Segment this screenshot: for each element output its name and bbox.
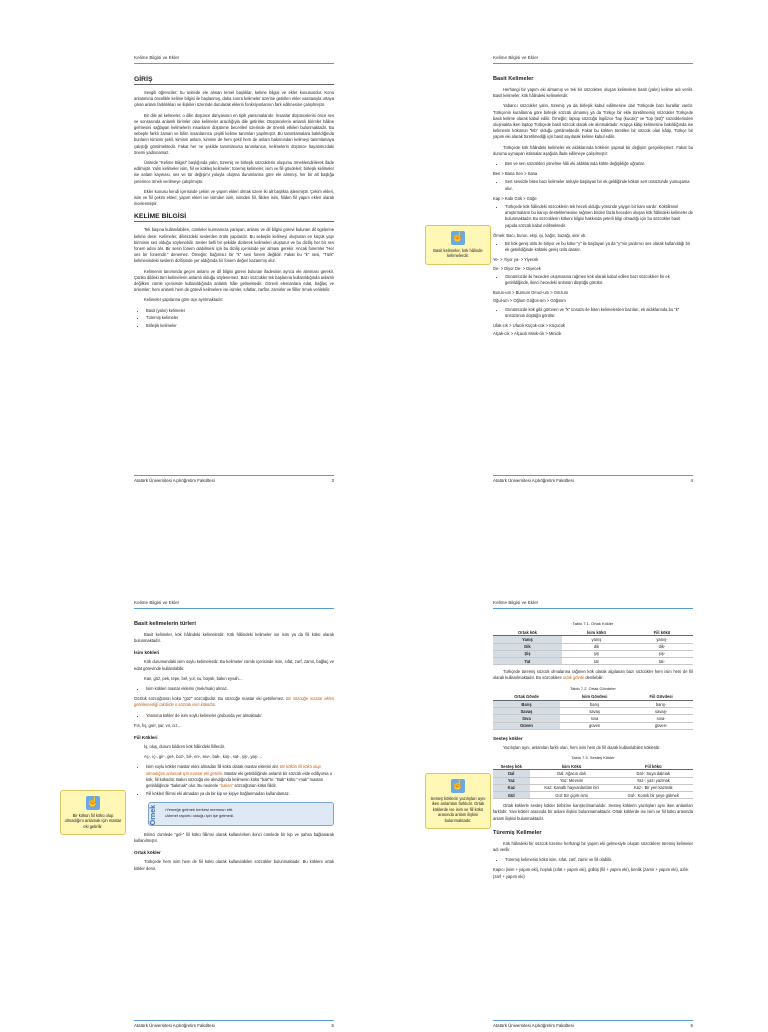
table-cell: Dal-: Suya dalmak <box>614 770 693 777</box>
highlight-text: ortak gövde <box>562 675 585 681</box>
paragraph: Ünitede "Kelime Bilgisi" başlığında yalın, türemiş ve birleşik sözcüklerin oluşumu örneklendirilerek ifade edilmiştir. Yalın kelimeler isim, fiil ve kökleş kelimeler; türemiş kelimeler, isim ve fiil gövdeleri; birleşik kelimeler ise anlam kayması, ses ve tür değişimi yoluyla oluşma durumlarına göre ele alınmış, her bir alt başlığa yeterince örnek verilmeye çalışılmıştır. <box>134 160 334 184</box>
table-cell: Kaz: Kanatlı hayvanlardan biri <box>530 784 614 791</box>
table-sestes-kokler <box>493 763 693 799</box>
paragraph: Kelimenin tanımında geçen anlamı ve dil bilgisi görevi bulunan ifadesinin ayrıca ele alınması gerekir. Çünkü dildeki tüm kelimelerin anlamlı olduğu söylenemez. Bazı sözcükler tek başlarına kullanıldığında anlamlı değilken cümle içerisinde kullanıldığında anlamlı hâle gelmektedir. Görevli elemanlara edat, bağlaç ve ünlemler; hem anlamlı hem de görevli kelimelere ise isimler, sıfatlar, zarflar, zamirler ve fiiller örnek verilebilir. <box>134 268 334 293</box>
page-header: Kelime Bilgisi ve Ekler <box>493 600 693 609</box>
table-cell: Kaz-: Bir yeri kazmak <box>614 784 693 791</box>
example-line: Kap > Kabı Gök > Göğe <box>493 195 537 201</box>
text-span: sözcüğünün kökü fiildir. <box>234 783 277 789</box>
text-span: Gözlük sözcüğünün kökü "göz" sözcüğüdür. Bu sözcüğe mastar eki getirilemez. <box>134 696 285 702</box>
example-line: Ye- > Yiyor ya- > Yiyecek <box>493 257 539 263</box>
table-cell: Sıva <box>493 715 560 722</box>
list-item: • İsim kökleri mastar eklerini (mek/mak) almaz. <box>146 686 334 692</box>
bullet-list <box>493 307 693 319</box>
column-header: Ortak Gövde <box>493 694 560 701</box>
highlight-text: Bir sözcüğe mastar ekleri getirilemediği takdirde o sözcük isim köküdür. <box>134 696 334 708</box>
hand-pointer-icon: ☝ <box>86 797 100 808</box>
column-header: Ortak kök <box>493 629 562 636</box>
paragraph: İş, oluş, durum bildiren kök hâlindeki fiillerdir. <box>144 744 226 750</box>
bullet-list <box>134 764 334 797</box>
page-5 <box>134 600 334 1032</box>
table-cell: Barış <box>493 701 560 708</box>
list-item: • Bir kök geniş ünlü ile bitiyor ve bu köke "y" ile başlayan ya da "y"nin yardımcı ses olarak kullanıldığı bir ek getirildiğinde kökteki geniş ünlü daralır. <box>505 241 693 253</box>
page-header: Kelime Bilgisi ve Ekler <box>493 55 693 64</box>
page-4 <box>493 55 693 487</box>
list-item: • Sert sessizle biten bazı kelimeler ünlüyle başlayan bir ek geldiğinde kökün sert ünsüzünde yumuşama olur. <box>505 179 693 191</box>
subsection-title: Ortak kökler <box>134 850 161 856</box>
paragraph: Yabancı sözcükler yalın, türemiş ya da birleşik kabul edilmesine dair Türkçede bazı kurallar vardır. Türkçenin kurallarına göre birleşik sözcük olmamış ya da Türkçe bir ekle türetilmemiş sözcükler Türkçede basit kelime olarak kabul edilir. Örneğin; laptop sözcüğü İngilizce "lap (kucak)" ve "top (üst)" sözcüklerinden oluşmakta iken laptop Türkçede basit sözcük olarak ele alınmaktadır. Arapça kâtip kelimesine bakıldığında ise kelimenin kökünün "ktb" olduğu görülmektedir. Fakat bu kökten türetilen bir sözcük olan kâtip, Türkçe bir yapım eki alarak türetilmediği için basit sayılarak kelime kabul edilir. <box>493 103 693 140</box>
paragraph: Bir dile ait kelimeler, o dilin düşünce dünyasının en tipik yansımalarıdır. İnsanlar düşüncelerini önce ses ve sonrasında anlamlı birimler olan kelimeler aracılığıyla dile getirirler. Düşüncelerin anlamlı birimler hâline gelmesini sağlayan kelimelerin insanların düşünme becerileri üzerinde de önemli etkileri bulunmaktadır. Bu sebeple farklı zaman ve bilim insanlarınca çeşitli kelime tanımları yapılmıştır. Bu tanımlamalara bakıldığında bunların kiminin şekil, kiminin anlam, kiminin de hem şekil hem de anlam bakımından kelimeyi tanımlamaya çalıştığı görülmektedir. Fakat her ne şekilde tanımlanırsa tanımlansın, kelimelerin düşünce hayatımızdaki önemi yadsınamaz. <box>134 112 334 155</box>
table-cell: Savaş <box>493 708 560 715</box>
table-cell: Yaz-: yazı yazmak <box>614 777 693 784</box>
table-cell: Kaz <box>493 784 530 791</box>
paragraph: Tek başına kullanılabilen, cümleler kurmamıza yarayan, anlamı ve dil bilgisi görevi bulunan dil ögelerine kelime denir. Kelimeler, dilimizdeki seslerden örülü yapılardır. Bu sebeple kelimeyi oluşturan en küçük yapı biriminin ses olduğu söylenebilir. Sesler belli bir şekilde dizilerek kelimeleri oluşturur ve bu diziliş her bir ses fonem adını alır. Bir sesin fonem olabilmesi için bu diziliş içerisinde yer alması gerekir. Ancak fonemler "Her ses bir fonemdir." denemez. Örneğin; bağımsız bir "k" sesi fonem değildir. Fakat bu "k" sesi, "Türk" kelimesindeki seslerin dizilişinde yer aldığında bir fonem değeri kazanmış olur. <box>134 227 334 264</box>
hand-pointer-icon: ☝ <box>451 232 465 243</box>
table-cell: Yaz: Mevsim <box>530 777 614 784</box>
table-cell: güven <box>560 722 629 729</box>
example-line: Oğul-um > Oğlum Göğüs-üm > Göğsüm <box>493 298 566 304</box>
list-item: • Fiil kökleri filimsi eki almadan ya da bir kip ve kişiye bağlanmadan kullanılamaz. <box>146 791 334 797</box>
text-span: denilebilir. <box>585 675 604 681</box>
footer-text: Atatürk Üniversitesi Açıköğretim Fakültesi <box>134 478 215 483</box>
section-title-kelime-bilgisi: KELİME BİLGİSİ <box>134 213 334 222</box>
table-cell: savaş- <box>629 708 693 715</box>
table-ortak-kokler <box>493 629 693 665</box>
paragraph: Birinci cümlede "gel-" fiil kökü fiilimsi olarak kullanılırken ikinci cümlede bir kip ve şahsa bağlanarak kullanılmıştır. <box>134 831 334 844</box>
page-footer <box>493 1020 693 1029</box>
example-line: •Yemeğe gelmek herkesi memnun etti. <box>165 806 234 812</box>
table-caption: Tablo 7.3. Sesteş Kökler <box>571 755 615 761</box>
paragraph: Türkçede kök hâlindeki kelimeler ek aldıklarında köklerin yapısal bir değişim gerçekleşmez. Fakat bu duruma uymayan istisnalar aşağıda ifade edilmeye çalışılmıştır: <box>493 144 693 156</box>
page-footer <box>134 1020 334 1029</box>
table-cell: Gül <box>493 792 530 799</box>
table-cell: barış- <box>629 701 693 708</box>
example-line: De- > Diyor De- > Diyecek <box>493 265 541 271</box>
table-cell: Dal <box>493 770 530 777</box>
page-header: Kelime Bilgisi ve Ekler <box>134 600 334 609</box>
paragraph: Basit kelimeler, kök hâlindeki kelimelerdir. Kök hâlindeki kelimeler ise isim ya da fiil kökü olarak bulunmaktadır. <box>134 632 334 644</box>
table-cell: şiş- <box>631 650 693 657</box>
page-footer <box>134 475 334 484</box>
table-cell: Güven <box>493 722 560 729</box>
callout-note <box>60 790 126 835</box>
paragraph <box>493 669 693 681</box>
example-line: Ufak-cık > Ufacık Küçük-cük > Küçücük <box>493 323 565 329</box>
paragraph: Sevgili öğrenciler; bu ünitede ele alınan temel başlıklar, kelime bilgisi ve ekler konusundur. Konu anlatımına öncelikle kelime bilgisi ile başlanmış, daha sonra kelimeler üzerine getirilen ekler vasıtasıyla ortaya çıkan anlam farklılıkları ve ilişkileri üzerinde durularak eklerin fonksiyonlarının fark edilmesine çalışılmıştır. <box>134 90 334 108</box>
section-title: Basit kelimelerin türleri <box>134 621 196 627</box>
table-row <box>493 770 693 777</box>
table-cell: Gül-: Komik bir şeye gülmek <box>614 792 693 799</box>
table-row <box>493 784 693 791</box>
callout-text: Basit kelimeler, kök hâlinde kelimelerdir. <box>433 248 483 259</box>
column-header: Fiil kökü <box>631 629 693 636</box>
table-cell: Gül: Bir çiçek ismi <box>530 792 614 799</box>
page-footer <box>493 475 693 484</box>
paragraph: Herhangi bir yapım eki almamış ve tek bir sözcükten oluşan kelimelere basit (yalın) kelime adı verilir. Basit kelimeler, kök hâlindeki kelimelerdir. <box>493 87 693 99</box>
list-item: • Türemiş kelimeler <box>146 315 334 321</box>
table-cell: dik- <box>631 643 693 650</box>
table-cell: Tat <box>493 658 562 665</box>
table-cell: güven- <box>629 722 693 729</box>
paragraph: Ekler konusu kendi içerisinde çekim ve yapım ekleri olmak üzere iki alt başlıkta işlenmiştir. Çekim ekleri, isim ve fiil çekim ekleri; yapım ekleri ise isimden isim, isimden fiil, fiilden isim, fiilden fiil yapım ekleri olarak incelenmiştir. <box>134 188 334 207</box>
paragraph <box>134 696 334 708</box>
section-title-giris: GİRİŞ <box>134 76 334 85</box>
footer-text: Atatürk Üniversitesi Açıköğretim Fakültesi <box>493 1023 574 1028</box>
column-header: Fiil Gövdesi <box>629 694 693 701</box>
example-line: Örnek: Bacı, burun, ekşi, iyi, kağın, buzağı, sinir vb. <box>493 232 587 238</box>
paragraph: Türkçede hem isim hem de fiil kökü olarak kullanılabilen sözcükler bulunmaktadır. Bu köklere ortak kökler denir. <box>134 859 334 871</box>
word-types-list <box>134 308 334 330</box>
text-span: Mastar eki getirildiğinde anlamlı bir sözcük elde ediliyorsa o kök, fiil köküdür. <box>146 770 332 782</box>
table-row <box>493 777 693 784</box>
section-title: Basit Kelimeler <box>493 76 534 82</box>
bullet-list <box>493 204 693 229</box>
example-line: Alçak-cık > Alçacık Minik-cik > Minicik <box>493 331 562 337</box>
table-cell: dik <box>562 643 631 650</box>
callout-text: Bir kökün fiil kökü olup olmadığını anlamak için mastar eki getirilir. <box>64 813 122 829</box>
page-3 <box>134 55 334 487</box>
table-row <box>493 650 693 657</box>
paragraph: Kök hâlindeki bir sözcük üzerine herhangi bir yapım eki gelmesiyle oluşan sözcüklere türemiş kelimeler adı verilir. <box>493 840 693 853</box>
column-header: İsim Kökü <box>530 763 614 770</box>
page-number: 6 <box>690 1023 693 1028</box>
list-item: • Günümüzde kök gibi görünen ve "k" ünsüzü ile biten kelimelerden bazıları, ek aldıklarında bu "k" ünsüzünün düştüğü görülür. <box>505 307 693 319</box>
table-row <box>493 701 693 708</box>
example-box <box>148 802 334 826</box>
bullet-list <box>134 713 334 719</box>
callout-note <box>425 773 491 829</box>
bullet-list <box>493 179 693 191</box>
column-header: İsim Gövdesi <box>560 694 629 701</box>
callout-note <box>425 225 491 265</box>
bullet-list <box>493 161 693 167</box>
column-header: İsim kökü <box>562 629 631 636</box>
paragraph: Kök durumundaki isim soylu kelimelerdir. Bu kelimeler cümle içerisinde isim, sıfat, zarf, zamir, bağlaç ve edat görevinde kullanılabilir. <box>134 659 334 671</box>
table-cell: yanış <box>562 636 631 643</box>
section-title: Türemiş Kelimeler <box>493 829 542 836</box>
page-number: 3 <box>331 478 334 483</box>
paragraph: Yazılışları aynı, anlamları farklı olan, hem isim hem de fiil olarak kullanılabilen köklerdir. <box>503 744 661 750</box>
table-cell: tat- <box>631 658 693 665</box>
table-cell: barış <box>560 701 629 708</box>
table-cell: Yaz <box>493 777 530 784</box>
example-line: Kapıcı (isim + yapım eki), hoşluk (sıfat + yapım eki), güllüş (fiil + yapım eki), benlik (zamir + yapım eki), azlık (zarf + yapım eki) <box>493 867 689 879</box>
bullet-list <box>134 686 334 692</box>
table-caption: Tablo 7.2. Ortak Gövdeler <box>570 685 616 691</box>
table-cell: Şiş <box>493 650 562 657</box>
table-row <box>493 722 693 729</box>
bullet-list <box>493 241 693 253</box>
example-label: Örnek <box>150 804 157 826</box>
table-cell: yanış- <box>631 636 693 643</box>
highlight-text: Bir kökün fiil kökü olup olmadığını anlamak için mastar eki getirilir. <box>146 764 321 776</box>
table-cell: tat <box>562 658 631 665</box>
example-line: Fıs, fış, gürr, şar, vır, cız… <box>134 722 182 728</box>
table-cell: savaş <box>560 708 629 715</box>
example-line: Kan, göz, pek, tepe, bel, yol, su, büyük, bakın eyvah… <box>144 675 243 681</box>
table-row <box>493 708 693 715</box>
table-ortak-govdeler <box>493 694 693 730</box>
bullet-list <box>493 857 693 863</box>
page-header: Kelime Bilgisi ve Ekler <box>134 55 334 64</box>
column-header: Fiil kökü <box>614 763 693 770</box>
list-item: • Yansıma kökler de isim soylu kelimeler grubunda yer almaktadır. <box>146 713 334 719</box>
list-item: • Türemiş kelimenin kökü isim, sıfat, zarf, zamir ve fiil olabilir. <box>505 857 693 863</box>
example-line: Aç-, iç-, gir-, gel-, boz-, bil-, en-, sev-, bak-, koş-, sat-, şiş-, yaş-… <box>144 754 263 760</box>
example-line: •Ahmet raporlu olduğu için işe gelmedi. <box>165 812 235 818</box>
list-item <box>146 764 334 789</box>
table-row <box>493 715 693 722</box>
paragraph: Kelimeler yapılarına göre üçe ayrılmaktadır: <box>144 297 224 303</box>
footer-text: Atatürk Üniversitesi Açıköğretim Fakültesi <box>493 478 574 483</box>
page-number: 5 <box>331 1023 334 1028</box>
text-span: Bakın sözcüğü ele alındığında kelimenin kökü "bak"tır. "Bak" kökü "-mak" mastarı getirildiğinde "bakmak" olur. Bu nedenle <box>146 776 324 789</box>
table-row <box>493 636 693 643</box>
page-number: 4 <box>690 478 693 483</box>
page-6 <box>493 600 693 1032</box>
table-cell: Yanış <box>493 636 562 643</box>
table-row <box>493 792 693 799</box>
table-cell: sıva- <box>629 715 693 722</box>
list-item: • Türkçede kök hâlindeki sözcüklerin tek heceli olduğu yönünde yaygın bir kanı vardır. Köktilimsel araştırmaların bu kanıyı desteklemesine rağmen birden fazla heceden oluşan kök hâlindeki kelimeler de bulunmaktadır. Bu sözcüklerin kökeni bilgisi hakkında yeterli bilgi olmadığı için bu sözcükler basit yapıda sözcük kabul edilmektedir. <box>505 204 693 229</box>
table-cell: Dal: Ağacın dalı <box>530 770 614 777</box>
hand-pointer-icon: ☝ <box>451 780 465 791</box>
text-span: Türkçede türemiş sözcük olmalarına rağmen kök olarak algılanan bazı sözcükler hem isim hem de fiil olarak kullanılmaktadır. Bu sözcüklere <box>493 669 693 681</box>
bullet-list <box>493 274 693 286</box>
table-cell: şiş <box>562 650 631 657</box>
list-item: • Günümüzde iki heceden oluşmasına rağmen kök olarak kabul edilen bazı sözcüklere bir ek getirildiğinde, ikinci hecedeki ünlünün düştüğü görülür. <box>505 274 693 286</box>
highlight-text: "bakan" <box>219 783 234 789</box>
subsection-title: İsim kökleri <box>134 650 160 656</box>
table-cell: Dik <box>493 643 562 650</box>
list-item: • Ben ve sen sözcükleri yönelme hâli eki aldıklarında kökte değişikliğe uğrarlar. <box>505 161 693 167</box>
list-item: • Basit (yalın) kelimeler <box>146 308 334 314</box>
example-line: Burun-um > Burnum Omuz-um > Omzum <box>493 290 569 296</box>
text-span: İsim soylu kökler mastar ekini almadan fiil kökü olarak mastar eklerini alır. <box>146 764 279 770</box>
example-line: Ben > Bana Sen > Sana <box>493 171 538 177</box>
callout-text: Sesteş köklerin yazılışları aynı iken anlamları farklıdır. Ortak köklerde ise isim ve fiil kökü arasında anlam ilişkisi bulunmaktadır. <box>430 796 486 823</box>
footer-text: Atatürk Üniversitesi Açıköğretim Fakültesi <box>134 1023 215 1028</box>
subsection-title: Fiil Kökleri <box>134 735 158 741</box>
paragraph: Ortak köklerle sesteş kökler birbirine karıştırılmamalıdır. Sesteş köklerin yazılışları aynı iken anlamları farklıdır. Yani kökler arasında bir anlam ilişkisi bulunmamaktadır. Ortak köklerde ise isim ve fiil kökü arasında anlam ilişkisi bulunmaktadır. <box>493 803 693 821</box>
table-cell: sıva <box>560 715 629 722</box>
table-row <box>493 658 693 665</box>
table-row <box>493 643 693 650</box>
subsection-title: Sesteş kökler <box>493 735 523 741</box>
column-header: Sesteş kök <box>493 763 530 770</box>
table-caption: Tablo 7.1. Ortak Kökler <box>572 621 614 626</box>
list-item: • Birleşik kelimeler <box>146 323 334 329</box>
